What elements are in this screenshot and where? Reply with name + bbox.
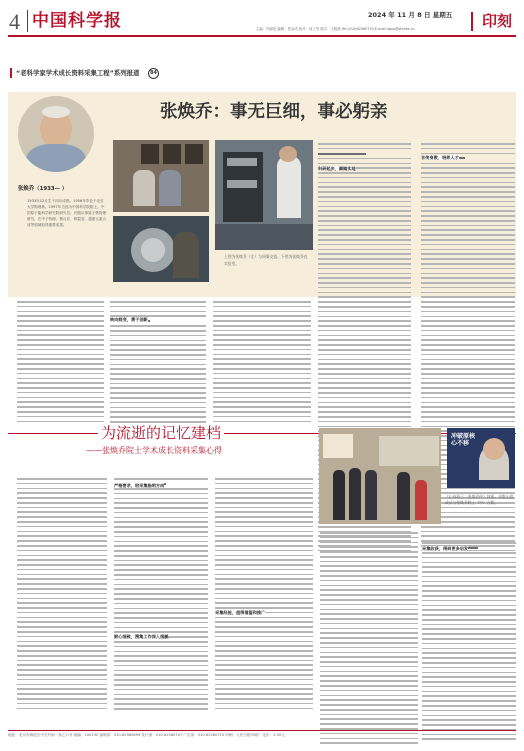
article1-subhead-3: 言传身教，培养人才 xyxy=(421,155,459,160)
series-bracket xyxy=(10,68,12,78)
header-rule xyxy=(8,35,516,37)
series-title: “老科学家学术成长资料采集工程”系列报道 xyxy=(16,69,140,77)
footer-rule xyxy=(8,730,516,731)
portrait-caption: 张焕乔（1933— ） xyxy=(18,186,68,192)
article1-subhead-1: 科研起步，脚踏实地 xyxy=(318,166,356,171)
article2-subhead-4: 采集收获，得到更多启发 xyxy=(422,546,469,551)
masthead: 中国科学报 xyxy=(32,11,122,31)
photo-lab-machine xyxy=(113,216,209,282)
article2-col1-text xyxy=(17,478,107,712)
article1-subhead-2: 转向裂变，勇于创新 xyxy=(110,317,148,322)
masthead-divider xyxy=(27,10,28,32)
article1-headline: 张焕乔：事无巨细，事必躬亲 xyxy=(160,102,388,122)
article2-subhead-3: 采集经验，值得借鉴和推广 xyxy=(215,610,266,615)
page-number: 4 xyxy=(9,9,20,34)
article1-lower-right-text xyxy=(213,301,311,425)
article2-subheadline: ——张焕乔院士学术成长资料采集心得 xyxy=(86,446,222,455)
article2-col3-text xyxy=(215,478,313,712)
portrait-photo xyxy=(18,96,94,172)
issue-date: 2024 年 11 月 8 日 xyxy=(368,11,431,19)
book-cover xyxy=(447,428,515,488)
article2-headline: 为流逝的记忆建档 xyxy=(98,423,224,443)
article2-col5-text xyxy=(422,542,516,743)
editor-line: 主编：冯丽妃 编辑：张双虎 校对：何工劳 版式：王晓燕 Tel:(010)62580733 E-mail:hgao@stimes.cn xyxy=(256,27,415,31)
article2-col4-text xyxy=(320,532,418,747)
article1-lower-left-text xyxy=(17,301,104,425)
article2-subhead-1: 严格要求，给采集指明方向 xyxy=(114,483,165,488)
photo-caption: 上图为张焕乔（左）与同事交流。下图为张焕乔在实验室。 xyxy=(224,254,308,266)
bio-text: 1933年12月生于四川成都。1956年毕业于北京大学物理系。1997年当选为中国科学院院士。中国原子能科学研究院研究员。长期从事原子核物理研究，在中子物理、核反应、核裂变、超重元素合成等领域取得重要成果。 xyxy=(27,199,107,227)
section-label: 印刻 xyxy=(471,12,521,31)
group-photo xyxy=(319,428,441,524)
photo-lab-worker xyxy=(215,140,313,250)
series-number-badge: 84 xyxy=(148,68,159,79)
footer-text: 地址：北京市海淀区中关村南一条乙六号 邮编：100190 编辑部：010-62580699 发行部：010-62580707 广告部：010-62580715 印刷：人民日报印刷厂 定价：2.50元 xyxy=(8,733,285,737)
book-title: 冲破原核心不移 xyxy=(451,433,476,447)
photo-lab-group xyxy=(113,140,209,212)
article2-subhead-2: 耐心细致，搜集工作深入细腻 xyxy=(114,634,169,639)
article2-col2-text xyxy=(114,478,208,713)
article2-photo-caption: 《心向原子：张焕乔传》封面。采集小组成员与张焕乔院士（中）合影。 xyxy=(445,494,514,505)
issue-weekday: 星期五 xyxy=(432,11,453,19)
page-header xyxy=(0,8,524,38)
